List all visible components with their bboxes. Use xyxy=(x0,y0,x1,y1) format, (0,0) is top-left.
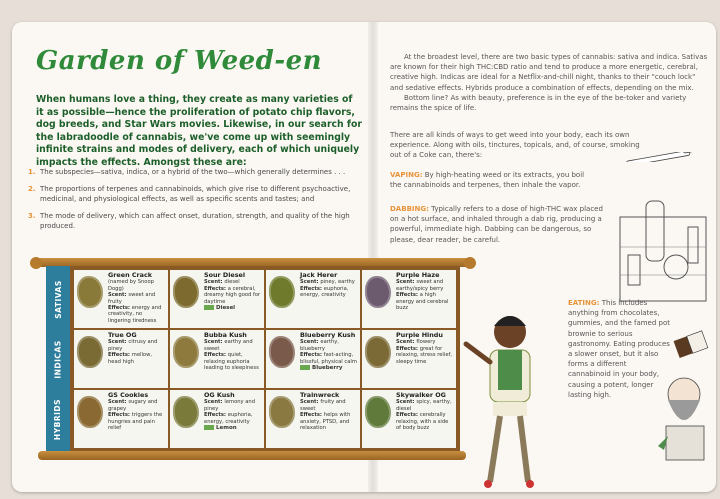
cannabis-bud-icon xyxy=(365,276,391,308)
strain-effects: Effects: energy and creativity, no lingering tiredness xyxy=(108,305,162,324)
strain-tag: Blueberry xyxy=(300,365,358,371)
strain-card xyxy=(266,330,360,388)
strain-name: Jack Herer xyxy=(300,271,338,279)
list-text: The proportions of terpenes and cannabinoids, which give rise to different psychoactive, medicinal, and physiological effects, as well as specific scents and tastes; and xyxy=(40,185,351,203)
list-number: 3. xyxy=(28,212,36,220)
page-title: Garden of Weed-en xyxy=(36,46,323,76)
strain-scent: Scent: lemony and piney xyxy=(204,399,256,412)
cannabis-bud-icon xyxy=(365,396,391,428)
strain-effects: Effects: triggers the hungries and pain relief xyxy=(108,412,163,432)
tag-swatch-icon xyxy=(204,305,214,310)
list-item xyxy=(20,184,360,204)
list-text: The mode of delivery, which can affect onset, duration, strength, and quality of the high produced. xyxy=(40,212,350,230)
cannabis-bud-icon xyxy=(173,336,199,368)
scroll-knob xyxy=(30,257,42,269)
cannabis-bud-icon xyxy=(173,276,199,308)
dabbing-text: Typically refers to a dose of high-THC wax placed on a hot surface, and inhaled through a dab rig, producing a powerful, immediate high. Dabbing can be dangerous, so please, dear reader, be careful. xyxy=(390,205,603,244)
strain-scent: Scent: fruity and sweet xyxy=(300,399,346,412)
list-number: 1. xyxy=(28,168,36,176)
cannabis-bud-icon xyxy=(77,276,103,308)
strain-effects: Effects: great for relaxing, stress relief, sleepy time xyxy=(396,345,452,365)
strain-card xyxy=(362,390,456,448)
row-label-indicas xyxy=(46,330,70,388)
strain-card xyxy=(170,270,264,328)
strain-name: Skywalker OG xyxy=(396,391,446,399)
strain-info xyxy=(108,272,166,324)
cannabis-bud-icon xyxy=(269,336,295,368)
dabbing-section xyxy=(390,204,612,245)
strain-scent: Scent: sweet and fruity xyxy=(108,292,156,305)
intro-paragraph: When humans love a thing, they create as many varieties of it as possible—hence the proliferation of potato chip flavors, dog breeds, and Star Wars movies. Likewise, in our search for the labradoodle of cannabis, we've come up with seemingly infinite strains and modes of delivery, each of which uniquely impacts the effects. Amongst these are: xyxy=(36,94,362,168)
strain-effects: Effects: a cerebral, dreamy high good for daytime xyxy=(204,285,261,305)
strain-info xyxy=(204,392,262,431)
strain-subtitle: (named by Snoop Dogg) xyxy=(108,279,154,292)
strain-effects: Effects: quiet, relaxing euphoria leading to sleepiness xyxy=(204,352,259,372)
strain-info xyxy=(300,332,358,371)
book-spread xyxy=(12,22,716,492)
row-label-sativas xyxy=(46,270,70,328)
bottom-line-text: Bottom line? As with beauty, preference is in the eye of the be-toker and variety remains the spice of life. xyxy=(390,93,687,113)
row-label-text: INDICAS xyxy=(53,339,63,379)
strain-card xyxy=(362,270,456,328)
strain-card xyxy=(266,390,360,448)
strain-info xyxy=(108,392,166,431)
numbered-list xyxy=(20,167,360,238)
strain-scent: Scent: earthy and sweet xyxy=(204,339,253,352)
cannabis-bud-icon xyxy=(77,396,103,428)
strain-effects: Effects: mellow, head high xyxy=(108,352,152,365)
strain-card xyxy=(362,330,456,388)
types-text: At the broadest level, there are two basic types of cannabis: sativa and indica. Sativas are known for their high THC:CBD ratio and tend to produce a more energetic, cerebral, creative high. Indicas are ideal for a Netflix-and-chill night, thanks to their "couch lock" and sedative effects. Hybrids produce a combination of effects, depending on the mix. xyxy=(390,53,708,92)
strain-name: Sour Diesel xyxy=(204,271,246,279)
strain-card xyxy=(74,390,168,448)
chocolate-bar-icon xyxy=(672,329,712,361)
strain-scent: Scent: diesel xyxy=(204,279,240,286)
cannabis-bud-icon xyxy=(269,276,295,308)
strain-scent: Scent: citrusy and piney xyxy=(108,339,158,352)
strain-effects: Effects: cerebrally relaxing, with a side of body buzz xyxy=(396,412,449,432)
scroll-knob xyxy=(464,257,476,269)
strain-scent: Scent: sweet and earthy/spicy berry xyxy=(396,279,444,292)
strain-name: Purple Hindu xyxy=(396,331,443,339)
strain-effects: Effects: euphoria, energy, creativity xyxy=(300,285,349,299)
eating-label: EATING: xyxy=(568,299,600,307)
row-label-text: SATIVAS xyxy=(53,279,63,319)
cannabis-bud-icon xyxy=(365,336,391,368)
strain-scent: Scent: spicy, earthy, diesel xyxy=(396,399,452,412)
dab-rig-icon xyxy=(616,197,712,305)
strain-name: True OG xyxy=(108,331,137,339)
eating-text: This includes anything from chocolates, gummies, and the famed pot brownie to serious gastronomy. Eating produces a slower onset, but it also forms a different cannabinoid in your body, causing a potent, longer lasting high. xyxy=(568,299,670,399)
strain-info xyxy=(396,332,454,365)
strain-scent: Scent: earthy, blueberry xyxy=(300,339,339,352)
right-paragraph-delivery: There are all kinds of ways to get weed into your body, each its own experience. Along with oils, tinctures, topicals, and, of course, smoking out of a Coke can, there's: xyxy=(390,131,640,160)
dabbing-label: DABBING: xyxy=(390,205,429,213)
strain-info xyxy=(396,272,454,311)
cannabis-bud-icon xyxy=(269,396,295,428)
strain-name: Purple Haze xyxy=(396,271,440,279)
strain-tag: Lemon xyxy=(204,425,262,431)
strain-card xyxy=(74,270,168,328)
strain-effects: Effects: helps with anxiety, PTSD, and relaxation xyxy=(300,412,351,432)
scroll-rod-bottom xyxy=(38,451,466,460)
right-paragraph-types xyxy=(390,52,708,113)
strain-info xyxy=(204,332,262,371)
strain-scent: Scent: sugary and grapey xyxy=(108,399,158,412)
strain-effects: Effects: a high energy and cerebral buzz xyxy=(396,292,449,312)
vape-pen-icon xyxy=(622,152,710,162)
strain-tag: Diesel xyxy=(204,305,262,311)
strain-info xyxy=(204,272,262,311)
strain-name: Bubba Kush xyxy=(204,331,247,339)
strain-name: Blueberry Kush xyxy=(300,331,356,339)
tag-swatch-icon xyxy=(204,425,214,430)
bearded-man-illustration xyxy=(652,370,714,462)
strain-scent: Scent: flowery xyxy=(396,339,436,346)
strain-name: Green Crack xyxy=(108,271,153,279)
strain-effects: Effects: euphoria, energy, creativity xyxy=(204,412,253,425)
strain-card xyxy=(266,270,360,328)
strain-info xyxy=(300,272,358,299)
strain-card xyxy=(74,330,168,388)
strain-name: GS Cookies xyxy=(108,391,149,399)
strain-effects: Effects: fast-acting, blissful, physical calm xyxy=(300,352,357,365)
vaping-label: VAPING: xyxy=(390,171,423,179)
strain-card xyxy=(170,390,264,448)
row-label-text: HYBRIDS xyxy=(53,398,63,440)
cannabis-bud-icon xyxy=(173,396,199,428)
strain-info xyxy=(396,392,454,431)
strain-name: Trainwreck xyxy=(300,391,340,399)
character-illustration xyxy=(460,302,560,492)
strain-card xyxy=(170,330,264,388)
strain-chart xyxy=(46,266,460,452)
strain-info xyxy=(108,332,166,365)
strain-name: OG Kush xyxy=(204,391,235,399)
tag-swatch-icon xyxy=(300,365,310,370)
list-text: The subspecies—sativa, indica, or a hybrid of the two—which generally determines . . . xyxy=(40,168,346,176)
strain-info xyxy=(300,392,358,431)
list-number: 2. xyxy=(28,185,36,193)
list-item xyxy=(20,211,360,231)
strain-scent: Scent: piney, earthy xyxy=(300,279,355,286)
list-item xyxy=(20,167,360,177)
vaping-section xyxy=(390,170,595,190)
cannabis-bud-icon xyxy=(77,336,103,368)
row-label-hybrids xyxy=(46,390,70,448)
vaping-text: By high-heating weed or its extracts, you boil the cannabinoids and terpenes, then inhale the vapor. xyxy=(390,171,585,190)
